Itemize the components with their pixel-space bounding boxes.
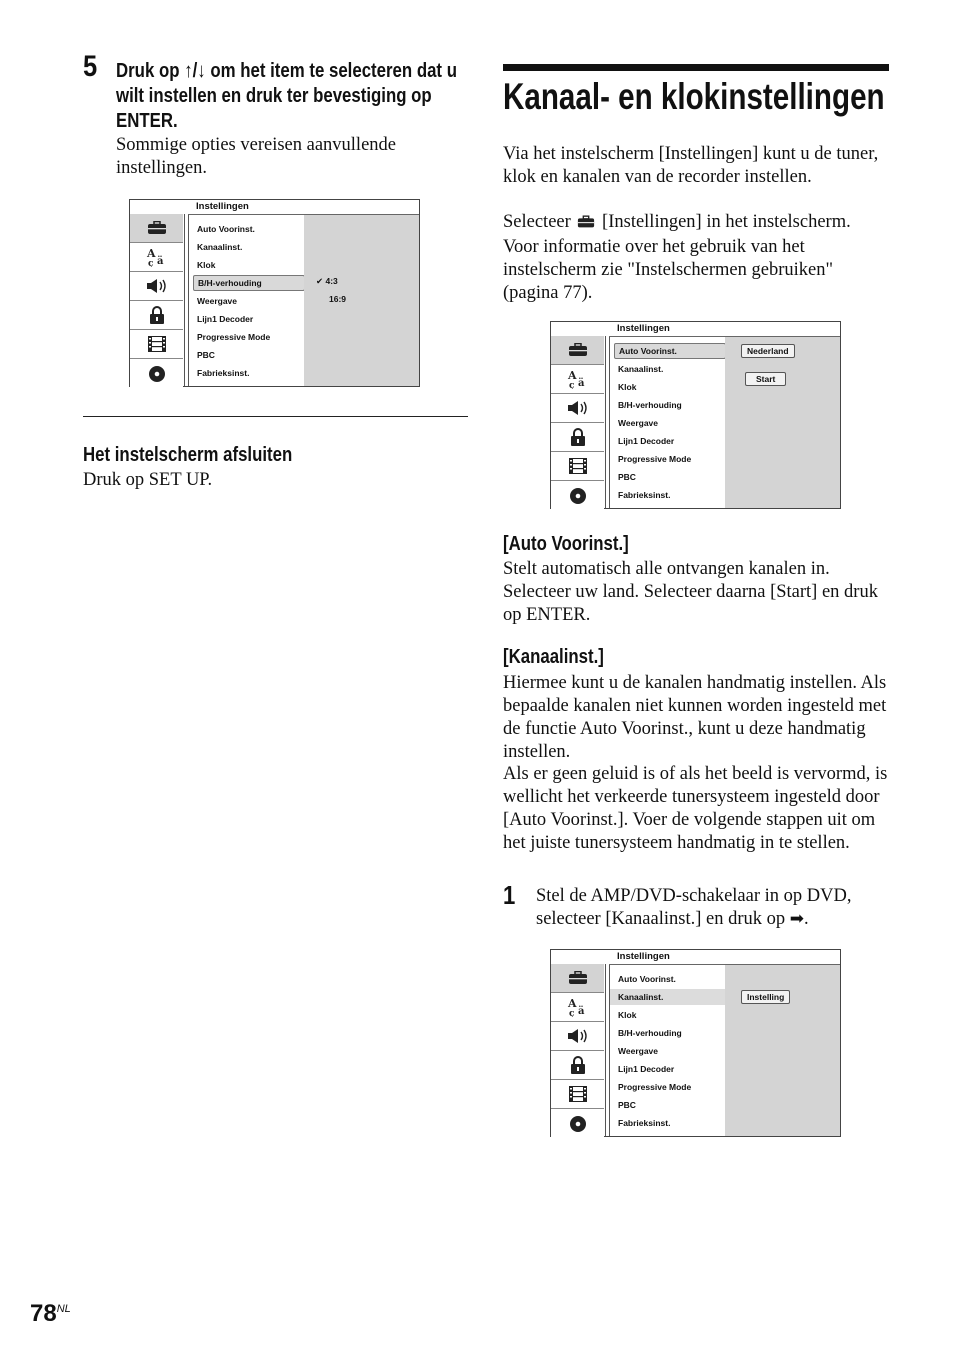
menu-item-kanaalinst[interactable]: Kanaalinst. — [610, 989, 726, 1005]
language-icon — [551, 993, 604, 1022]
step-number: 5 — [83, 50, 98, 83]
menu-item-pbc[interactable]: PBC — [618, 472, 636, 482]
menu-item-progressive-mode[interactable]: Progressive Mode — [197, 332, 271, 342]
svg-text:ç: ç — [568, 381, 574, 389]
start-button[interactable]: Start — [745, 372, 786, 386]
menu-item-bh-verhouding[interactable]: B/H-verhouding — [193, 275, 305, 291]
menu-item-auto-voorinst[interactable]: Auto Voorinst. — [197, 224, 255, 234]
icon-column — [551, 964, 606, 1136]
step-number: 1 — [503, 880, 516, 910]
lock-icon — [130, 301, 183, 330]
menu-item-fabrieksinst[interactable]: Fabrieksinst. — [197, 368, 250, 378]
kanaalinst-text-2: Als er geen geluid is of als het beeld is vervormd, is wellicht het verkeerde tunersysteem ingesteld door [Auto Voorinst.]. Voer de volgende stappen uit om het juiste tunersysteem handmatig in te stellen. — [503, 764, 888, 853]
svg-text:ä: ä — [577, 378, 584, 389]
menu-item-lijn1-decoder[interactable]: Lijn1 Decoder — [197, 314, 254, 324]
speaker-icon — [551, 1022, 604, 1051]
right-arrow-icon: ➡ — [789, 909, 805, 929]
menu-item-klok[interactable]: Klok — [197, 260, 216, 270]
page-title: Kanaal- en klokinstellingen — [503, 76, 885, 117]
step-1-text: Stel de AMP/DVD-schakelaar in op DVD, selecteer [Kanaalinst.] en druk op ➡. — [536, 886, 852, 929]
up-down-arrow-icon: ↑/↓ — [184, 59, 206, 82]
screen-title: Instellingen — [617, 951, 670, 962]
film-icon — [551, 452, 604, 481]
svg-text:ç: ç — [568, 1009, 574, 1017]
menu-item-bh-verhouding[interactable]: B/H-verhouding — [618, 1028, 682, 1038]
language-icon — [130, 243, 183, 272]
speaker-icon — [130, 272, 183, 301]
menu-item-progressive-mode[interactable]: Progressive Mode — [618, 454, 692, 464]
menu-item-lijn1-decoder[interactable]: Lijn1 Decoder — [618, 436, 675, 446]
country-select[interactable]: Nederland — [741, 344, 795, 358]
menu-item-kanaalinst[interactable]: Kanaalinst. — [618, 364, 664, 374]
menu-item-klok[interactable]: Klok — [618, 1010, 637, 1020]
toolbox-icon — [551, 964, 604, 993]
option-column — [304, 215, 419, 386]
lock-icon — [551, 423, 604, 452]
option-column — [725, 965, 840, 1136]
menu-item-progressive-mode[interactable]: Progressive Mode — [618, 1082, 692, 1092]
step-5-heading-part1: Druk op — [116, 59, 180, 82]
option-16-9[interactable]: 16:9 — [329, 294, 347, 304]
auto-voorinst-heading: [Auto Voorinst.] — [503, 532, 629, 555]
menu-item-fabrieksinst[interactable]: Fabrieksinst. — [618, 1118, 671, 1128]
menu-item-weergave[interactable]: Weergave — [618, 1046, 659, 1056]
menu-item-bh-verhouding[interactable]: B/H-verhouding — [618, 400, 682, 410]
language-icon — [551, 365, 604, 394]
auto-voorinst-text: Stelt automatisch alle ontvangen kanalen in. Selecteer uw land. Selecteer daarna [Start] en druk op ENTER. — [503, 559, 878, 625]
exit-heading: Het instelscherm afsluiten — [83, 443, 293, 466]
lock-icon — [551, 1051, 604, 1080]
title-bar — [503, 64, 889, 71]
menu-item-kanaalinst[interactable]: Kanaalinst. — [197, 242, 243, 252]
step-5-heading-part2: om het item te selecteren dat u wilt instellen en druk ter bevestiging op ENTER. — [116, 59, 457, 132]
film-icon — [130, 330, 183, 359]
icon-column — [130, 214, 185, 386]
menu-item-klok[interactable]: Klok — [618, 382, 637, 392]
settings-screen-kanaalinst — [550, 949, 841, 1137]
menu-column — [609, 337, 725, 508]
svg-text:A: A — [146, 247, 156, 260]
menu-item-weergave[interactable]: Weergave — [197, 296, 238, 306]
svg-text:A: A — [567, 369, 577, 382]
disc-icon — [551, 481, 604, 510]
kanaalinst-heading: [Kanaalinst.] — [503, 645, 604, 668]
screen-title: Instellingen — [617, 323, 670, 334]
menu-item-lijn1-decoder[interactable]: Lijn1 Decoder — [618, 1064, 675, 1074]
svg-text:ä: ä — [156, 256, 163, 267]
menu-item-auto-voorinst[interactable]: Auto Voorinst. — [618, 974, 676, 984]
option-4-3[interactable]: ✔ 4:3 — [316, 276, 338, 286]
toolbox-icon — [130, 214, 183, 243]
speaker-icon — [551, 394, 604, 423]
settings-screen-aspect — [129, 199, 420, 387]
option-column — [725, 337, 840, 508]
disc-icon — [130, 359, 183, 388]
icon-column — [551, 336, 606, 508]
menu-column — [609, 965, 725, 1136]
menu-item-auto-voorinst[interactable]: Auto Voorinst. — [614, 343, 726, 359]
menu-item-pbc[interactable]: PBC — [618, 1100, 636, 1110]
film-icon — [551, 1080, 604, 1109]
settings-screen-auto-voorinst — [550, 321, 841, 509]
svg-text:ç: ç — [147, 259, 153, 267]
section-divider — [83, 416, 468, 417]
screen-title: Instellingen — [196, 201, 249, 212]
exit-text: Druk op SET UP. — [83, 470, 213, 490]
step-5-note: Sommige opties vereisen aanvullende instellingen. — [116, 135, 396, 178]
menu-item-pbc[interactable]: PBC — [197, 350, 215, 360]
instelling-button[interactable]: Instelling — [741, 990, 790, 1004]
page-number: $78^{NL}$ — [30, 1300, 71, 1327]
menu-item-weergave[interactable]: Weergave — [618, 418, 659, 428]
select-paragraph: Selecteer [Instellingen] in het instelscherm. Voor informatie over het gebruik van het instelscherm zie "Instelschermen gebruiken" (pagina 77). — [503, 212, 851, 303]
intro-text: Via het instelscherm [Instellingen] kunt u de tuner, klok en kanalen van de recorder instellen. — [503, 144, 879, 187]
disc-icon — [551, 1109, 604, 1138]
kanaalinst-text-1: Hiermee kunt u de kanalen handmatig instellen. Als bepaalde kanalen niet kunnen worden ingesteld met de functie Auto Voorinst., kunt u deze handmatig instellen. — [503, 673, 887, 762]
svg-text:A: A — [567, 997, 577, 1010]
step-5-heading — [116, 58, 469, 133]
svg-text:ä: ä — [577, 1006, 584, 1017]
checkmark-icon: ✔ — [316, 276, 324, 286]
menu-item-fabrieksinst[interactable]: Fabrieksinst. — [618, 490, 671, 500]
toolbox-icon — [551, 336, 604, 365]
menu-column — [188, 215, 304, 386]
toolbox-icon — [577, 213, 595, 236]
